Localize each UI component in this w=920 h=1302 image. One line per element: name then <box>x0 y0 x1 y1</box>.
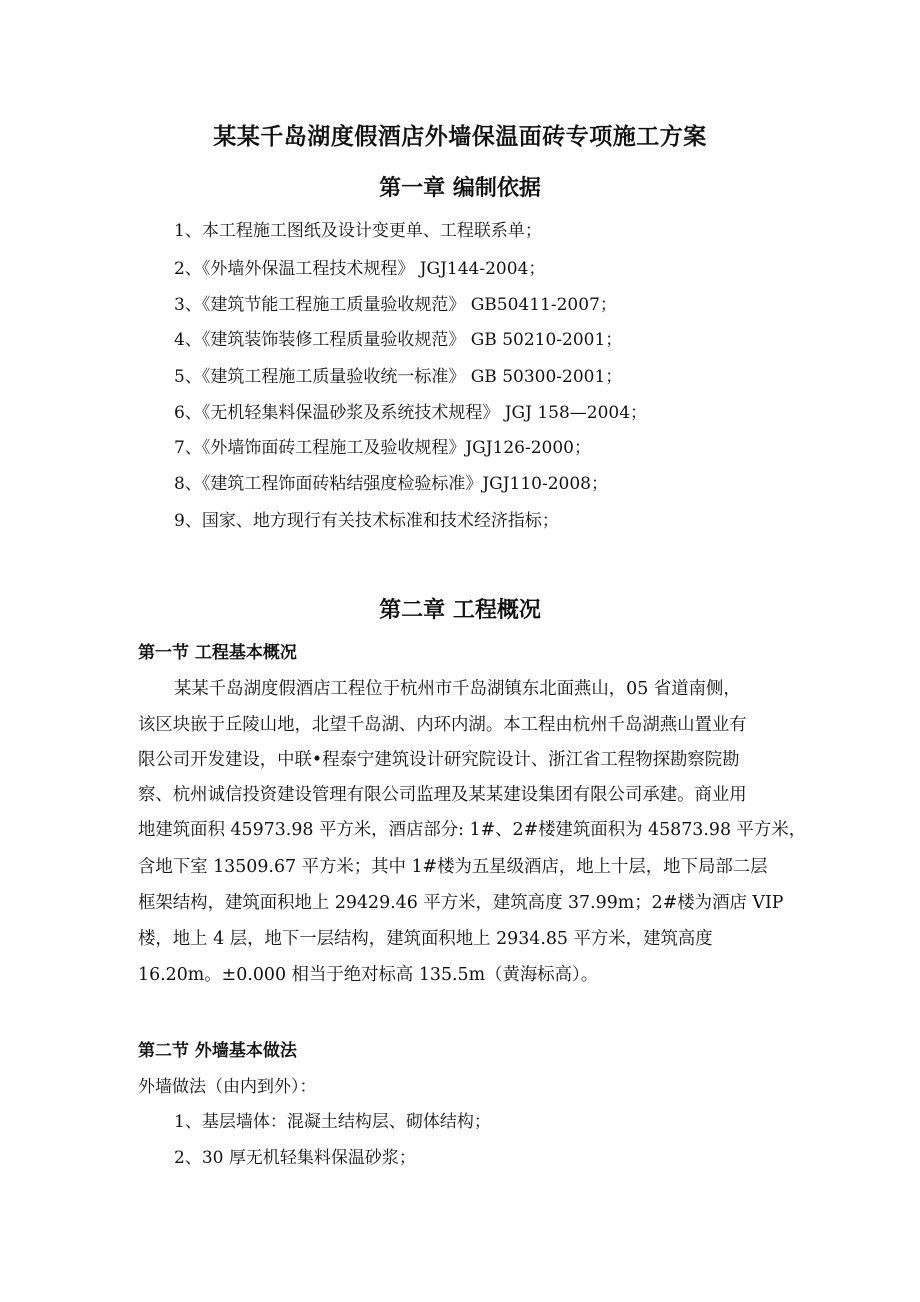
reference-item: 2、《外墙外保温工程技术规程》 JGJ144-2004； <box>174 259 546 279</box>
paragraph-line: 楼，地上 4 层，地下一层结构，建筑面积地上 2934.85 平方米，建筑高度 <box>138 929 713 949</box>
chapter-2-title: 第二章 工程概况 <box>379 597 541 623</box>
chapter-1-title: 第一章 编制依据 <box>379 175 541 201</box>
wall-method-intro: 外墙做法（由内到外）： <box>138 1077 317 1097</box>
section-1-title: 第一节 工程基本概况 <box>138 643 297 663</box>
paragraph-line: 框架结构，建筑面积地上 29429.46 平方米，建筑高度 37.99m；2#楼为酒店 VIP <box>138 893 784 913</box>
paragraph-line: 该区块嵌于丘陵山地，北望千岛湖、内环内湖。本工程由杭州千岛湖燕山置业有 <box>138 715 747 735</box>
reference-item: 9、国家、地方现行有关技术标准和技术经济指标； <box>174 511 559 531</box>
paragraph-line: 16.20m。±0.000 相当于绝对标高 135.5m（黄海标高）。 <box>138 965 599 985</box>
reference-item: 7、《外墙饰面砖工程施工及验收规程》JGJ126-2000； <box>174 438 591 458</box>
reference-item: 1、本工程施工图纸及设计变更单、工程联系单； <box>174 221 542 241</box>
reference-item: 4、《建筑装饰装修工程质量验收规范》 GB 50210-2001； <box>174 330 623 350</box>
wall-layer-item: 2、30 厚无机轻集料保温砂浆； <box>174 1148 416 1168</box>
paragraph-line: 某某千岛湖度假酒店工程位于杭州市千岛湖镇东北面燕山，05 省道南侧， <box>174 679 741 699</box>
paragraph-line: 察、杭州诚信投资建设管理有限公司监理及某某建设集团有限公司承建。商业用 <box>138 785 747 805</box>
reference-item: 8、《建筑工程饰面砖粘结强度检验标准》JGJ110-2008； <box>174 474 608 494</box>
reference-item: 5、《建筑工程施工质量验收统一标准》 GB 50300-2001； <box>174 367 623 387</box>
wall-layer-item: 1、基层墙体：混凝土结构层、砌体结构； <box>174 1112 491 1132</box>
document-title: 某某千岛湖度假酒店外墙保温面砖专项施工方案 <box>213 123 707 150</box>
reference-item: 3、《建筑节能工程施工质量验收规范》 GB50411-2007； <box>174 295 617 315</box>
section-2-title: 第二节 外墙基本做法 <box>138 1041 297 1061</box>
paragraph-line: 地建筑面积 45973.98 平方米，酒店部分: 1#、2#楼建筑面积为 45873.98 平方米， <box>138 820 807 840</box>
reference-item: 6、《无机轻集料保温砂浆及系统技术规程》 JGJ 158—2004； <box>174 403 648 423</box>
paragraph-line: 含地下室 13509.67 平方米；其中 1#楼为五星级酒店，地上十层，地下局部二层 <box>138 857 768 877</box>
paragraph-line: 限公司开发建设，中联•程泰宁建筑设计研究院设计、浙江省工程物探勘察院勘 <box>138 750 740 770</box>
